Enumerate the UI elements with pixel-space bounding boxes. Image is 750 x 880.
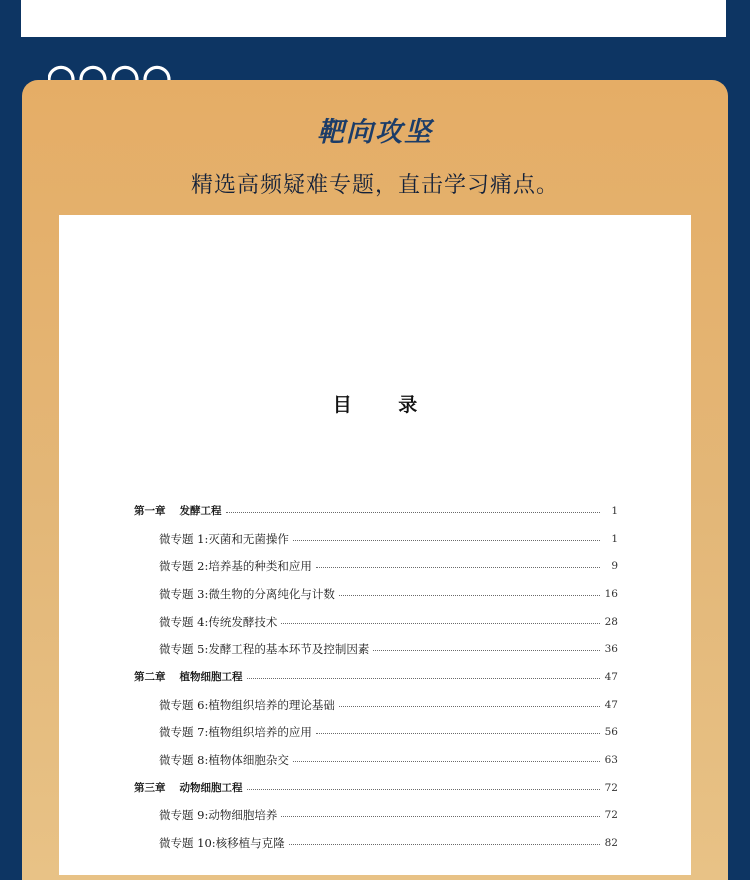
- page-number: 63: [604, 754, 618, 767]
- dot-leader: [339, 594, 600, 596]
- dot-leader: [316, 732, 600, 734]
- dot-leader: [339, 705, 600, 707]
- top-card: [21, 0, 726, 37]
- page-number: 1: [611, 532, 618, 545]
- chapter-number: 第一章: [134, 505, 166, 518]
- page-number: 72: [604, 809, 618, 822]
- toc-chapter-label: [134, 503, 222, 518]
- toc-chapter-label: [134, 669, 243, 684]
- dot-leader: [373, 649, 600, 651]
- page-number: 1: [611, 504, 618, 517]
- section-title: 微专题 7:植物组织培养的应用: [159, 725, 312, 740]
- page-number: 72: [604, 781, 618, 794]
- section-title: 微专题 1:灭菌和无菌操作: [159, 531, 289, 546]
- section-title: 微专题 3:微生物的分离纯化与计数: [159, 586, 335, 601]
- dot-leader: [281, 815, 600, 817]
- page-number: 36: [604, 643, 618, 656]
- toc-section-row: [134, 552, 618, 580]
- toc-chapter-label: [134, 780, 243, 795]
- dot-leader: [247, 677, 601, 679]
- chapter-title: 动物细胞工程: [179, 782, 243, 795]
- page-number: 28: [604, 615, 618, 628]
- chapter-title: 植物细胞工程: [179, 671, 243, 684]
- panel-subtitle: 精选高频疑难专题，直击学习痛点。: [190, 173, 559, 198]
- toc-section-row: [134, 525, 618, 553]
- dot-leader: [293, 760, 600, 762]
- dot-leader: [293, 539, 600, 541]
- page-number: 9: [611, 560, 618, 573]
- section-title: 微专题 2:培养基的种类和应用: [159, 559, 312, 574]
- dot-leader: [289, 843, 600, 845]
- panel-title: 靶向攻坚: [317, 117, 433, 148]
- section-title: 微专题 5:发酵工程的基本环节及控制因素: [159, 642, 370, 657]
- page-number: 16: [604, 587, 618, 600]
- toc-heading: 目 录: [332, 394, 438, 416]
- toc-chapter-row: [134, 663, 618, 691]
- toc-section-row: [134, 580, 618, 608]
- chapter-title: 发酵工程: [179, 505, 222, 518]
- toc-section-row: [134, 691, 618, 719]
- chapter-number: 第三章: [134, 782, 166, 795]
- section-title: 微专题 8:植物体细胞杂交: [159, 753, 289, 768]
- toc-section-row: [134, 746, 618, 774]
- page-number: 47: [604, 670, 618, 683]
- dot-leader: [247, 788, 601, 790]
- toc-section-row: [134, 719, 618, 747]
- page-number: 56: [604, 726, 618, 739]
- table-of-contents: [134, 497, 618, 857]
- toc-section-row: [134, 829, 618, 857]
- section-title: 微专题 9:动物细胞培养: [159, 808, 278, 823]
- toc-section-row: [134, 608, 618, 636]
- section-title: 微专题 10:核移植与克隆: [159, 836, 285, 851]
- page-number: 47: [604, 698, 618, 711]
- toc-section-row: [134, 802, 618, 830]
- dot-leader: [226, 511, 601, 513]
- section-title: 微专题 6:植物组织培养的理论基础: [159, 697, 335, 712]
- dot-leader: [316, 566, 600, 568]
- section-title: 微专题 4:传统发酵技术: [159, 614, 278, 629]
- toc-section-row: [134, 635, 618, 663]
- toc-chapter-row: [134, 497, 618, 525]
- page-number: 82: [604, 837, 618, 850]
- dot-leader: [281, 622, 600, 624]
- toc-chapter-row: [134, 774, 618, 802]
- chapter-number: 第二章: [134, 671, 166, 684]
